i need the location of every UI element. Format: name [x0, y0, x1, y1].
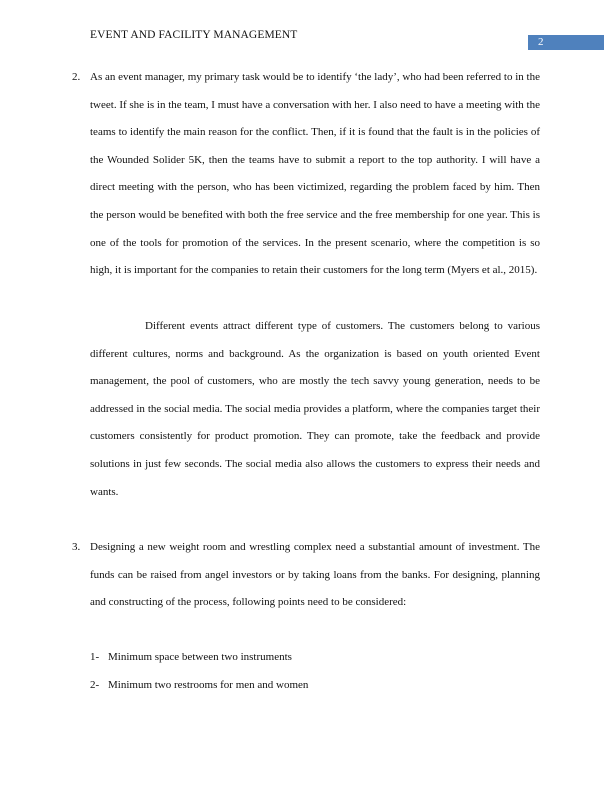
page-number-badge: 2: [528, 35, 604, 50]
item-3-paragraph: Designing a new weight room and wrestling complex need a substantial amount of investment. The funds can be raised from angel investors or by taking loans from the banks. For designing, planning and constructing of the process, following points need to be considered:: [90, 541, 540, 609]
item-2-continuation-paragraph: Different events attract different type of customers. The customers belong to various different cultures, norms and background. As the organization is based on youth oriented Event management, the pool of customers, who are mostly the tech savvy young generation, needs to be addressed in the social media. The social media provides a platform, where the companies target their customers consistently for product promotion. They can promote, take the feedback and provide solutions in just few seconds. The social media also allows the customers to express their needs and wants.: [90, 320, 540, 498]
running-head: EVENT AND FACILITY MANAGEMENT: [90, 29, 298, 41]
sub-list-item: [90, 651, 292, 663]
list-item-number: 3.: [72, 541, 81, 553]
sub-list-marker: 1-: [90, 651, 100, 663]
sub-list-marker: 2-: [90, 679, 100, 691]
sub-list-text: Minimum space between two instruments: [108, 651, 292, 663]
sub-list-item: [90, 679, 308, 691]
sub-list-text: Minimum two restrooms for men and women: [108, 679, 309, 691]
item-2-paragraph: As an event manager, my primary task would be to identify ‘the lady’, who had been referred to in the tweet. If she is in the team, I must have a conversation with her. I also need to have a meeting with the teams to identify the main reason for the conflict. Then, if it is found that the fault is in the policies of the Wounded Solider 5K, then the teams have to submit a report to the top authority. I will have a direct meeting with the person, who has been victimized, regarding the problem faced by him. Then the person would be benefited with both the free service and the free membership for one year. This is one of the tools for promotion of the services. In the present scenario, where the competition is so high, it is important for the companies to retain their customers for the long term (Myers et al., 2015).: [90, 71, 540, 277]
list-item-number: 2.: [72, 71, 81, 83]
